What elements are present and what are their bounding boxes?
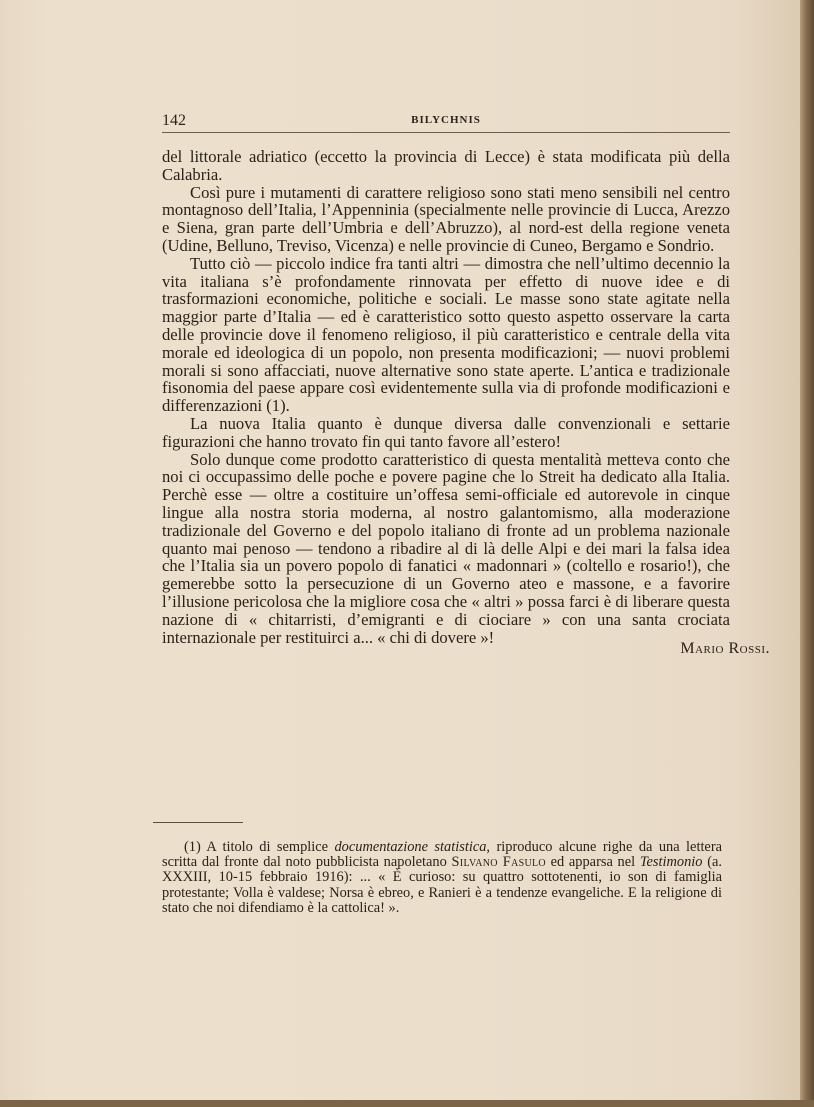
footnote-text-3: ed apparsa nel [545,854,640,871]
paragraph-3: Tutto ciò — piccolo indice fra tanti altri — dimostra che nell’ultimo decennio la vita italiana s’è profondamente rinnovata per effetto di nuove idee e di trasformazioni economiche, politiche e sociali. Le masse sono state agitate nella maggior parte d’Italia — ed è caratteristico sotto questo aspetto osservare la carta delle provincie dove il fenomeno religioso, il più caratteristico e centrale della vita morale ed ideologica di un popolo, non presenta modificazioni; — nuovi problemi morali si sono affacciati, nuove alternative sono state aperte. L’antica e tradizionale fisonomia del paese appare così evidentemente sulla via di profonde modificazioni e differenzazioni (1). [162,253,730,416]
footnote-text-4: (a. XXXIII, 10-15 febbraio 1916): ... « È curioso: su quattro sottotenenti, io son di famiglia protestante; Volla è valdese; Norsa è ebreo, e Ranieri è a tendenze evangeliche. E la religione di stato che noi difendiamo è la cattolica! ». [162,854,723,916]
paragraph-4: La nuova Italia quanto è dunque diversa dalle convenzionali e settarie figurazioni che hanno trovato fin qui tanto favore all’estero! [162,413,730,451]
footnote-italic-2: Testimonio [639,854,703,871]
author-signature: Mario Rossi. [680,640,770,657]
page-edge [800,0,814,1107]
bottom-edge [0,1100,814,1107]
paragraph-1: del littorale adriatico (eccetto la provincia di Lecce) è stata modificata più della Calabria. [162,147,730,184]
footnote-rule [153,822,243,823]
running-title: BILYCHNIS [411,114,481,126]
footnote-text-2: , riproduco alcune righe da una lettera scritta dal fronte dal noto pubblicista napoletano [162,839,723,871]
page-header [162,112,730,133]
footnote-text-1: (1) A titolo di semplice [184,839,335,855]
article-body [162,148,730,646]
page-number: 142 [162,112,186,129]
paragraph-2: Così pure i mutamenti di carattere religioso sono stati meno sensibili nel centro montagnoso dell’Italia, l’Appenninia (specialmente nelle provincie di Lucca, Arezzo e Siena, gran parte dell’Umbria e dell’Abruzzo), al nord-est della regione veneta (Udine, Belluno, Treviso, Vicenza) e nelle provincie di Cuneo, Bergamo e Sondrio. [162,182,730,255]
footnote-italic-1: documentazione statistica [334,839,487,855]
paragraph-5: Solo dunque come prodotto caratteristico di questa mentalità metteva conto che noi ci occupassimo delle poche e povere pagine che lo Streit ha dedicato alla Italia. Perchè esse — oltre a costituire un’offesa semi-officiale ed autorevole in cinque lingue alla nostra storia moderna, al nostro galantomismo, alla moderazione tradizionale del Governo e del popolo italiano di fronte ad un problema nazionale quanto mai penoso — tendono a ribadire al di là delle Alpi e dei mari la falsa idea che l’Italia sia un povero popolo di fanatici « madonnari » (coltello e rosario!), che gemerebbe sotto la persecuzione di un Governo ateo e massone, e a favorire l’illusione pericolosa che la migliore cosa che « altri » possa farci è di liberare questa nazione di « chitarristi, d’emigranti e di ciociare » con una santa crociata internazionale per restituirci a... « chi di dovere »! [162,449,730,647]
footnote [162,840,722,916]
footnote-author: Silvano Fasulo [451,854,546,871]
